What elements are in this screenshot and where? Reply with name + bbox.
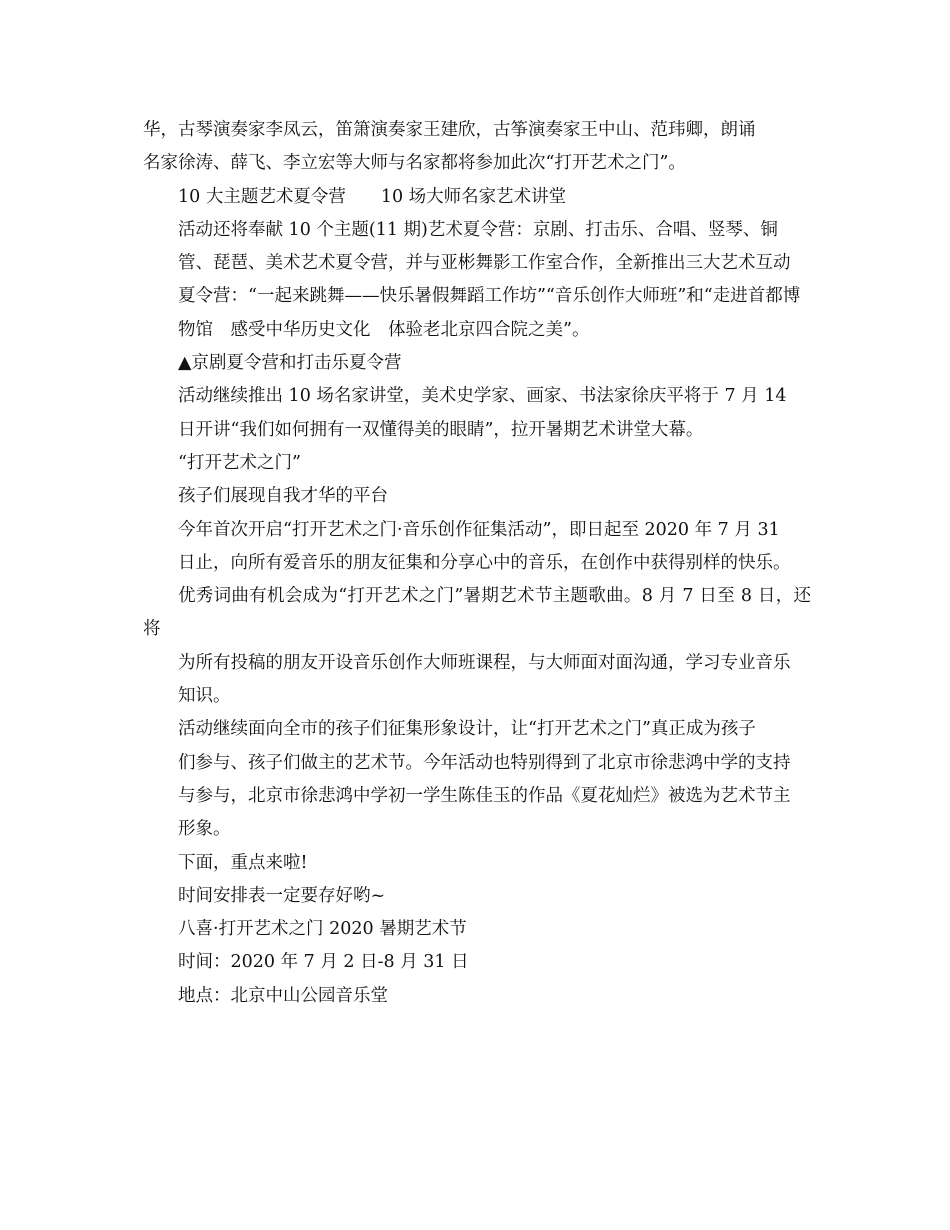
- paragraph-lectures: [143, 380, 811, 447]
- text-line: 优秀词曲有机会成为“打开艺术之门”暑期艺术节主题歌曲。8 月 7 日至 8 日，还将: [143, 586, 811, 640]
- text-line: 管、琵琶、美术艺术夏令营，并与亚彬舞影工作室合作，全新推出三大艺术互动: [178, 253, 791, 274]
- text-line: 今年首次开启“打开艺术之门·音乐创作征集活动”，即日起至 2020 年 7 月 31: [178, 519, 780, 540]
- event-location: [143, 980, 811, 1013]
- paragraph-music-collection: [143, 514, 811, 714]
- text-line: 下面，重点来啦!: [178, 852, 308, 873]
- paragraph-image-design: [143, 713, 811, 846]
- text-line: 知识。: [178, 686, 231, 707]
- text-line: 日开讲“我们如何拥有一双懂得美的眼睛”，拉开暑期艺术讲堂大幕。: [178, 419, 704, 440]
- text-line: 名家徐涛、薛飞、李立宏等大师与名家都将参加此次“打开艺术之门”。: [143, 153, 686, 174]
- paragraph-schedule-note: [143, 880, 811, 913]
- text-line: 形象。: [178, 819, 231, 840]
- section-heading-camps-lectures: [143, 181, 811, 214]
- text-line: 时间安排表一定要存好哟~: [178, 885, 386, 906]
- event-time: [143, 946, 811, 979]
- text-line: 孩子们展现自我才华的平台: [178, 486, 388, 507]
- text-line: 活动继续推出 10 场名家讲堂，美术史学家、画家、书法家徐庆平将于 7 月 14: [178, 386, 787, 407]
- text-line: 时间：2020 年 7 月 2 日-8 月 31 日: [178, 952, 469, 973]
- text-line: 为所有投稿的朋友开设音乐创作大师班课程，与大师面对面沟通，学习专业音乐: [178, 652, 791, 673]
- text-line: 地点：北京中山公园音乐堂: [178, 985, 388, 1006]
- document-page: [143, 114, 811, 1013]
- text-line: 与参与，北京市徐悲鸿中学初一学生陈佳玉的作品《夏花灿烂》被选为艺术节主: [178, 785, 791, 806]
- section-heading-open-art-door: [143, 447, 811, 480]
- text-line: 日止，向所有爱音乐的朋友征集和分享心中的音乐，在创作中获得别样的快乐。: [178, 552, 791, 573]
- text-line: 10 大主题艺术夏令营 10 场大师名家艺术讲堂: [178, 186, 567, 207]
- text-line: 们参与、孩子们做主的艺术节。今年活动也特别得到了北京市徐悲鸿中学的支持: [178, 752, 791, 773]
- text-line: 物馆 感受中华历史文化 体验老北京四合院之美”。: [178, 319, 590, 340]
- image-caption: [143, 347, 811, 380]
- text-line: 活动继续面向全市的孩子们征集形象设计，让“打开艺术之门”真正成为孩子: [178, 719, 756, 740]
- text-line: 华，古琴演奏家李凤云，笛箫演奏家王建欣，古筝演奏家王中山、范玮卿，朗诵: [143, 120, 756, 140]
- paragraph-performers: [143, 114, 811, 181]
- text-line: 八喜·打开艺术之门 2020 暑期艺术节: [178, 919, 467, 940]
- section-subheading-platform: [143, 480, 811, 513]
- text-line: 夏令营：“一起来跳舞——快乐暑假舞蹈工作坊”“音乐创作大师班”和“走进首都博: [178, 286, 801, 307]
- text-line: ▲京剧夏令营和打击乐夏令营: [178, 353, 402, 374]
- text-line: 活动还将奉献 10 个主题(11 期)艺术夏令营：京剧、打击乐、合唱、竖琴、铜: [178, 219, 778, 240]
- paragraph-summer-camps: [143, 214, 811, 347]
- text-line: “打开艺术之门”: [178, 452, 301, 473]
- paragraph-highlight: [143, 847, 811, 880]
- event-name: [143, 913, 811, 946]
